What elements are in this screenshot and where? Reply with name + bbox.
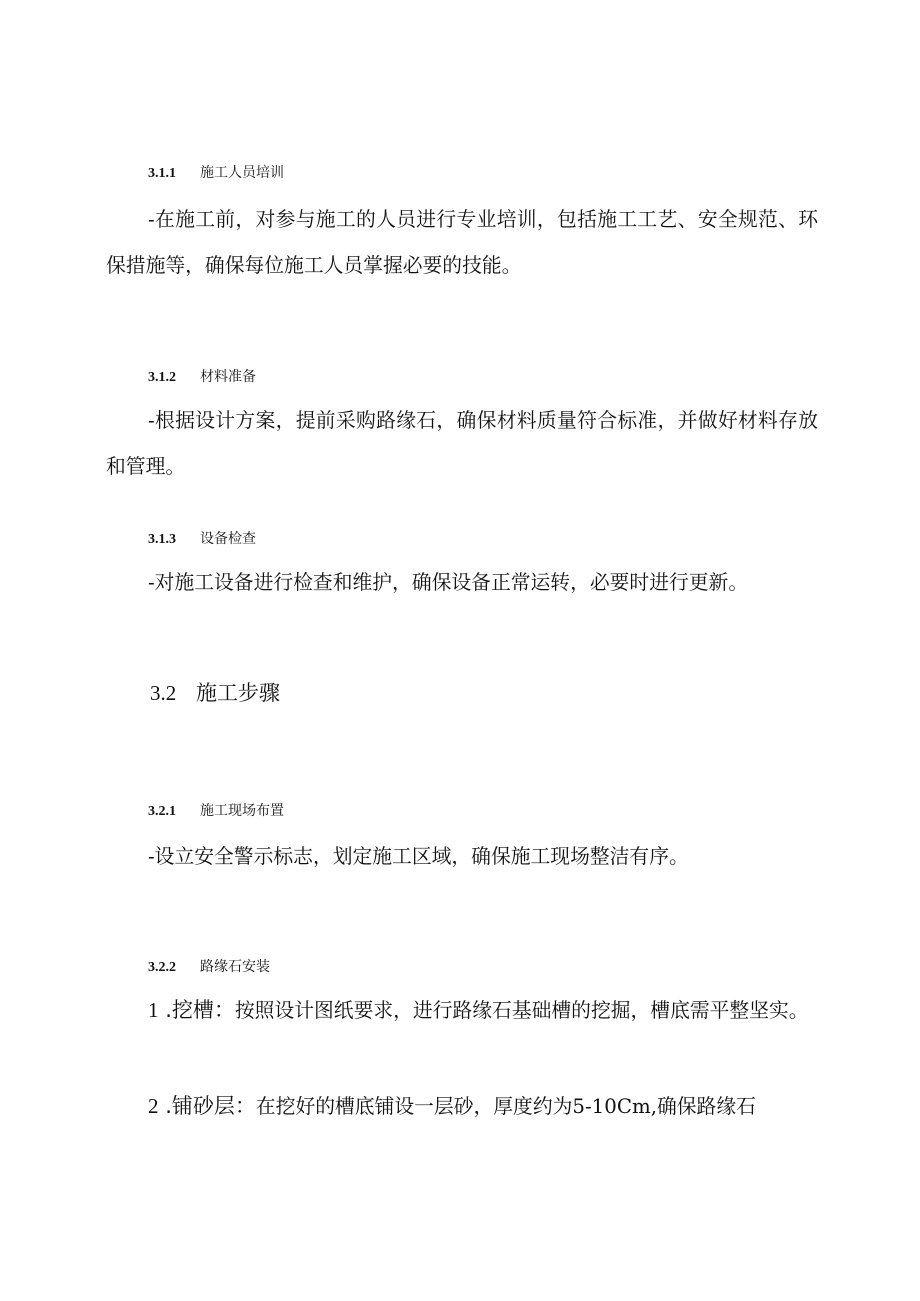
heading-title: 材料准备 <box>200 369 256 385</box>
heading-number: 3.2.2 <box>148 960 176 975</box>
heading-3-1-3 <box>148 529 256 550</box>
heading-3-2-1 <box>148 801 284 822</box>
list-item-label: 2 .铺砂层： <box>148 1094 256 1118</box>
heading-title: 施工现场布置 <box>200 803 284 819</box>
heading-3-1-1 <box>148 163 284 184</box>
list-item-2 <box>106 1083 818 1130</box>
heading-number: 3.1.1 <box>148 166 176 181</box>
heading-number: 3.1.2 <box>148 370 176 385</box>
paragraph-3-1-1: -在施工前，对参与施工的人员进行专业培训，包括施工工艺、安全规范、环保措施等，确保每位施工人员掌握必要的技能。 <box>106 208 818 277</box>
list-item-text: 按照设计图纸要求，进行路缘石基础槽的挖掘，槽底需平整坚实。 <box>234 999 809 1022</box>
heading-title: 施工步骤 <box>196 681 280 705</box>
list-item-text: 在挖好的槽底铺设一层砂，厚度约为5-10Cm,确保路缘石 <box>255 1095 756 1118</box>
list-item-label: 1 .挖槽： <box>148 998 235 1022</box>
heading-number: 3.2.1 <box>148 804 176 819</box>
heading-3-1-2 <box>148 367 256 388</box>
heading-3-2 <box>150 679 280 707</box>
paragraph-3-2-1: -设立安全警示标志，划定施工区域，确保施工现场整洁有序。 <box>148 845 689 868</box>
paragraph-3-1-2: -根据设计方案，提前采购路缘石，确保材料质量符合标准，并做好材料存放和管理。 <box>106 409 818 478</box>
heading-title: 路缘石安装 <box>200 959 270 975</box>
list-item-1 <box>106 987 818 1034</box>
heading-title: 施工人员培训 <box>200 165 284 181</box>
heading-title: 设备检查 <box>200 531 256 547</box>
heading-number: 3.2 <box>150 681 177 705</box>
heading-3-2-2 <box>148 957 270 978</box>
paragraph-3-1-3: -对施工设备进行检查和维护，确保设备正常运转，必要时进行更新。 <box>148 571 749 594</box>
heading-number: 3.1.3 <box>148 532 176 547</box>
